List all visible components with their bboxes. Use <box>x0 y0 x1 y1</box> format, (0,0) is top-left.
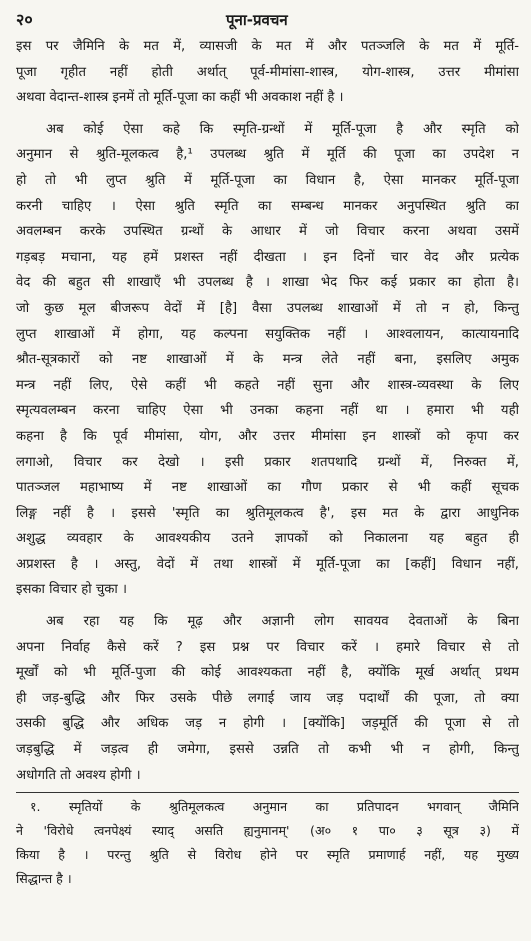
text-line: पातञ्जल महाभाष्य में नष्ट शाखाओं का गौण प्रकार से भी कहीं सूचक <box>16 480 519 496</box>
text-line: स्मृत्यवलम्बन करना चाहिए ऐसा भी उनका कहना नहीं था । हमारा भी यही <box>16 403 519 419</box>
text-line: अनुमान से श्रुति-मूलकत्व है,¹ उपलब्ध श्रुति में मूर्ति की पूजा का उपदेश न <box>16 147 519 163</box>
text-line: पूजा गृहीत नहीं होती अर्थात् पूर्व-मीमांसा-शास्त्र, योग-शास्त्र, उत्तर मीमांसा <box>16 64 519 80</box>
text-line: अधोगति तो अवश्य होगी । <box>16 767 141 783</box>
text-line: मूर्खों को भी मूर्ति-पुजा की कोई आवश्यकता नहीं है, क्योंकि मूर्ख अर्थात् प्रथम <box>16 665 519 681</box>
text-line: लिङ्ग नहीं है । इससे 'स्मृति का श्रुतिमूलकत्व है', इस मत के द्वारा आधुनिक <box>16 505 519 521</box>
text-line: इसका विचार हो चुका । <box>16 582 127 598</box>
text-line: उसकी बुद्धि और अधिक जड़ न होगी । [क्योंकि] जड़मूर्ति की पूजा से तो <box>16 716 519 732</box>
text-line: जो कुछ मूल बीजरूप वेदों में [है] वैसा उपलब्ध शाखाओं में तो न हो, किन्तु <box>16 300 519 316</box>
text-line: अपना निर्वाह कैसे करें ? इस प्रश्न पर विचार करें । हमारे विचार से तो <box>16 639 519 655</box>
text-line: वेद की बहुत सी शाखाएँ भी उपलब्ध है । शाखा भेद फिर कई प्रकार का होता है। <box>16 275 519 291</box>
footnote-line: ने 'विरोधे त्वनपेक्ष्यं स्याद् असति ह्यनुमानम्' (अ० १ पा० ३ सूत्र ३) में <box>16 823 519 839</box>
text-line: जड़बुद्धि में जड़त्व ही जमेगा, इससे उन्नति तो कभी भी न होगी, किन्तु <box>16 742 519 758</box>
footnote-divider <box>16 792 519 793</box>
text-line: अब कोई ऐसा कहे कि स्मृति-ग्रन्थों में मूर्ति-पूजा है और स्मृति को <box>46 121 519 137</box>
footnote <box>16 795 519 891</box>
page-header <box>16 8 519 34</box>
text-line: अप्रशस्त है । अस्तु, वेदों में तथा शास्त्रों में मूर्ति-पूजा का [कहीं] विधान नहीं, <box>16 556 519 572</box>
running-title: पूना-प्रवचन <box>226 11 288 29</box>
page-number: २० <box>16 10 33 29</box>
text-line: श्रौत-सूत्रकारों को नष्ट शाखाओं में के मन्त्र लेते नहीं बना, इसलिए अमुक <box>16 352 519 368</box>
text-line: इस पर जैमिनि के मत में, व्यासजी के मत में और पतञ्जलि के मत में मूर्ति- <box>16 39 519 54</box>
text-line: मन्त्र नहीं लिए, ऐसे कहीं भी कहते नहीं सुना और शास्त्र-व्यवस्था के लिए <box>16 377 519 393</box>
paragraph-1 <box>16 34 519 111</box>
footnote-line: सिद्धान्त है । <box>16 871 72 887</box>
text-line: अशुद्ध व्यवहार के आवश्यकीय उतने ज्ञापकों को निकालना यह बहुत ही <box>16 531 519 547</box>
text-line: लुप्त शाखाओं में होगा, यह कल्पना सयुक्तिक नहीं । आश्वलायन, कात्यायनादि <box>16 326 519 342</box>
text-line: करनी चाहिए । ऐसा श्रुति स्मृति का सम्बन्ध मानकर अनुपस्थित श्रुति का <box>16 198 519 214</box>
text-line: अब रहा यह कि मूढ़ और अज्ञानी लोग सावयव देवताओं के बिना <box>46 614 519 630</box>
footnote-line: १. स्मृतियों के श्रुतिमूलकत्व अनुमान का प्रतिपादन भगवान् जैमिनि <box>30 799 519 815</box>
text-line: कहना है कि पूर्व मीमांसा, योग, और उत्तर मीमांसा इन शास्त्रों को कृपा कर <box>16 428 519 444</box>
text-line: अवलम्बन करके उपस्थित ग्रन्थों के आधार में जो विचार करना अथवा उसमें <box>16 224 519 240</box>
paragraph-3 <box>16 609 519 788</box>
text-line: गड़बड़ मचाना, यह हमें प्रशस्त नहीं दीखता । इन दिनों चार वेद और प्रत्येक <box>16 249 519 265</box>
text-line: ही जड़-बुद्धि और फिर उसके पीछे लगाई जाय जड़ पदार्थों की पूजा, तो क्या <box>16 690 519 706</box>
text-line: हो तो भी लुप्त श्रुति में मूर्ति-पूजा का विधान है, ऐसा मानकर मूर्ति-पूजा <box>16 172 519 188</box>
text-line: लगाओ, विचार कर देखो । इसी प्रकार शतपथादि ग्रन्थों में, निरुक्त में, <box>16 454 519 470</box>
footnote-line: किया है । परन्तु श्रुति से विरोध होने पर स्मृति प्रमाणार्ह नहीं, यह मुख्य <box>16 847 519 863</box>
text-line: अथवा वेदान्त-शास्त्र इनमें तो मूर्ति-पूजा का कहीं भी अवकाश नहीं है । <box>16 90 344 106</box>
paragraph-2 <box>16 117 519 603</box>
